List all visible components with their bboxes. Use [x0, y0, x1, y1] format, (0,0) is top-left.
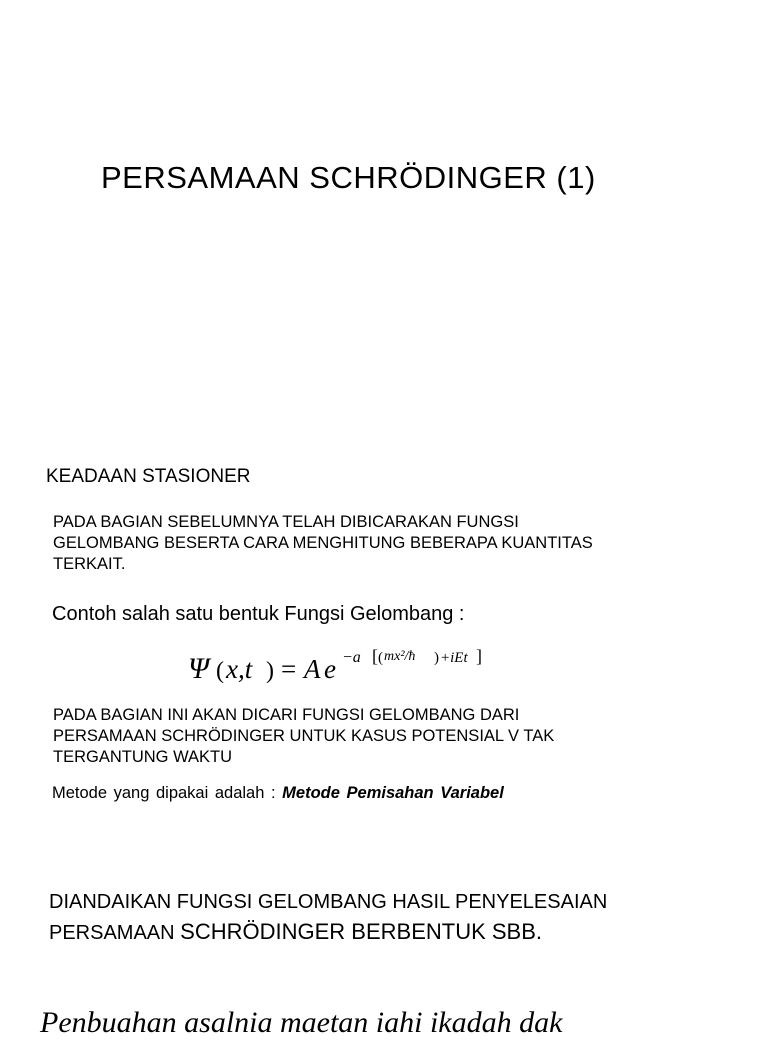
- method-prefix: Metode yang dipakai adalah :: [52, 784, 276, 802]
- example-label: Contoh salah satu bentuk Fungsi Gelombang :: [52, 603, 465, 625]
- section-heading: KEADAAN STASIONER: [46, 466, 251, 487]
- formula-exponent-tail: +iEt: [440, 650, 468, 666]
- formula-bracket-close: ]: [476, 646, 482, 666]
- formula-paren-open: (: [378, 650, 383, 666]
- method-line: [52, 784, 504, 803]
- conclusion-paragraph: [49, 888, 749, 948]
- formula-equals: =: [281, 654, 297, 684]
- formula-exponent-prefix: −a: [342, 649, 361, 666]
- intro-line-3: TERKAIT.: [53, 555, 126, 573]
- intro-line-1: PADA BAGIAN SEBELUMNYA TELAH DIBICARAKAN FUNGSI: [53, 513, 519, 531]
- conclusion-line-2: [49, 917, 749, 948]
- formula-bracket-open: [: [372, 646, 378, 666]
- formula-close-paren: ): [266, 658, 274, 684]
- problem-paragraph: [53, 705, 743, 768]
- problem-line-3: TERGANTUNG WAKTU: [53, 748, 233, 766]
- formula-args: x,t: [226, 654, 253, 684]
- intro-line-2: GELOMBANG BESERTA CARA MENGHITUNG BEBERAPA KUANTITAS: [53, 534, 593, 552]
- method-name: Metode Pemisahan Variabel: [282, 784, 504, 802]
- formula-amplitude: A: [304, 654, 321, 684]
- formula-open-paren: (: [216, 658, 224, 684]
- conclusion-line-1: DIANDAIKAN FUNGSI GELOMBANG HASIL PENYELESAIAN: [49, 891, 608, 913]
- formula-psi: Ψ: [188, 652, 210, 685]
- intro-paragraph: [53, 512, 743, 575]
- conclusion-line-2-start: PERSAMAAN: [49, 922, 175, 944]
- problem-line-1: PADA BAGIAN INI AKAN DICARI FUNGSI GELOMBANG DARI: [53, 706, 520, 724]
- wave-function-formula: [186, 644, 506, 692]
- formula-exponent-body: mx²/ħ: [384, 649, 416, 664]
- formula-paren-close: ): [434, 650, 439, 666]
- formula-base: e: [324, 654, 336, 684]
- cutoff-text: Penbuahan asalnia maetan iahi ikadah dak: [40, 1006, 563, 1039]
- problem-line-2: PERSAMAAN SCHRÖDINGER UNTUK KASUS POTENSIAL V TAK: [53, 727, 555, 745]
- page-title: PERSAMAAN SCHRÖDINGER (1): [101, 160, 596, 195]
- conclusion-line-2-end: SCHRÖDINGER BERBENTUK SBB.: [180, 919, 542, 944]
